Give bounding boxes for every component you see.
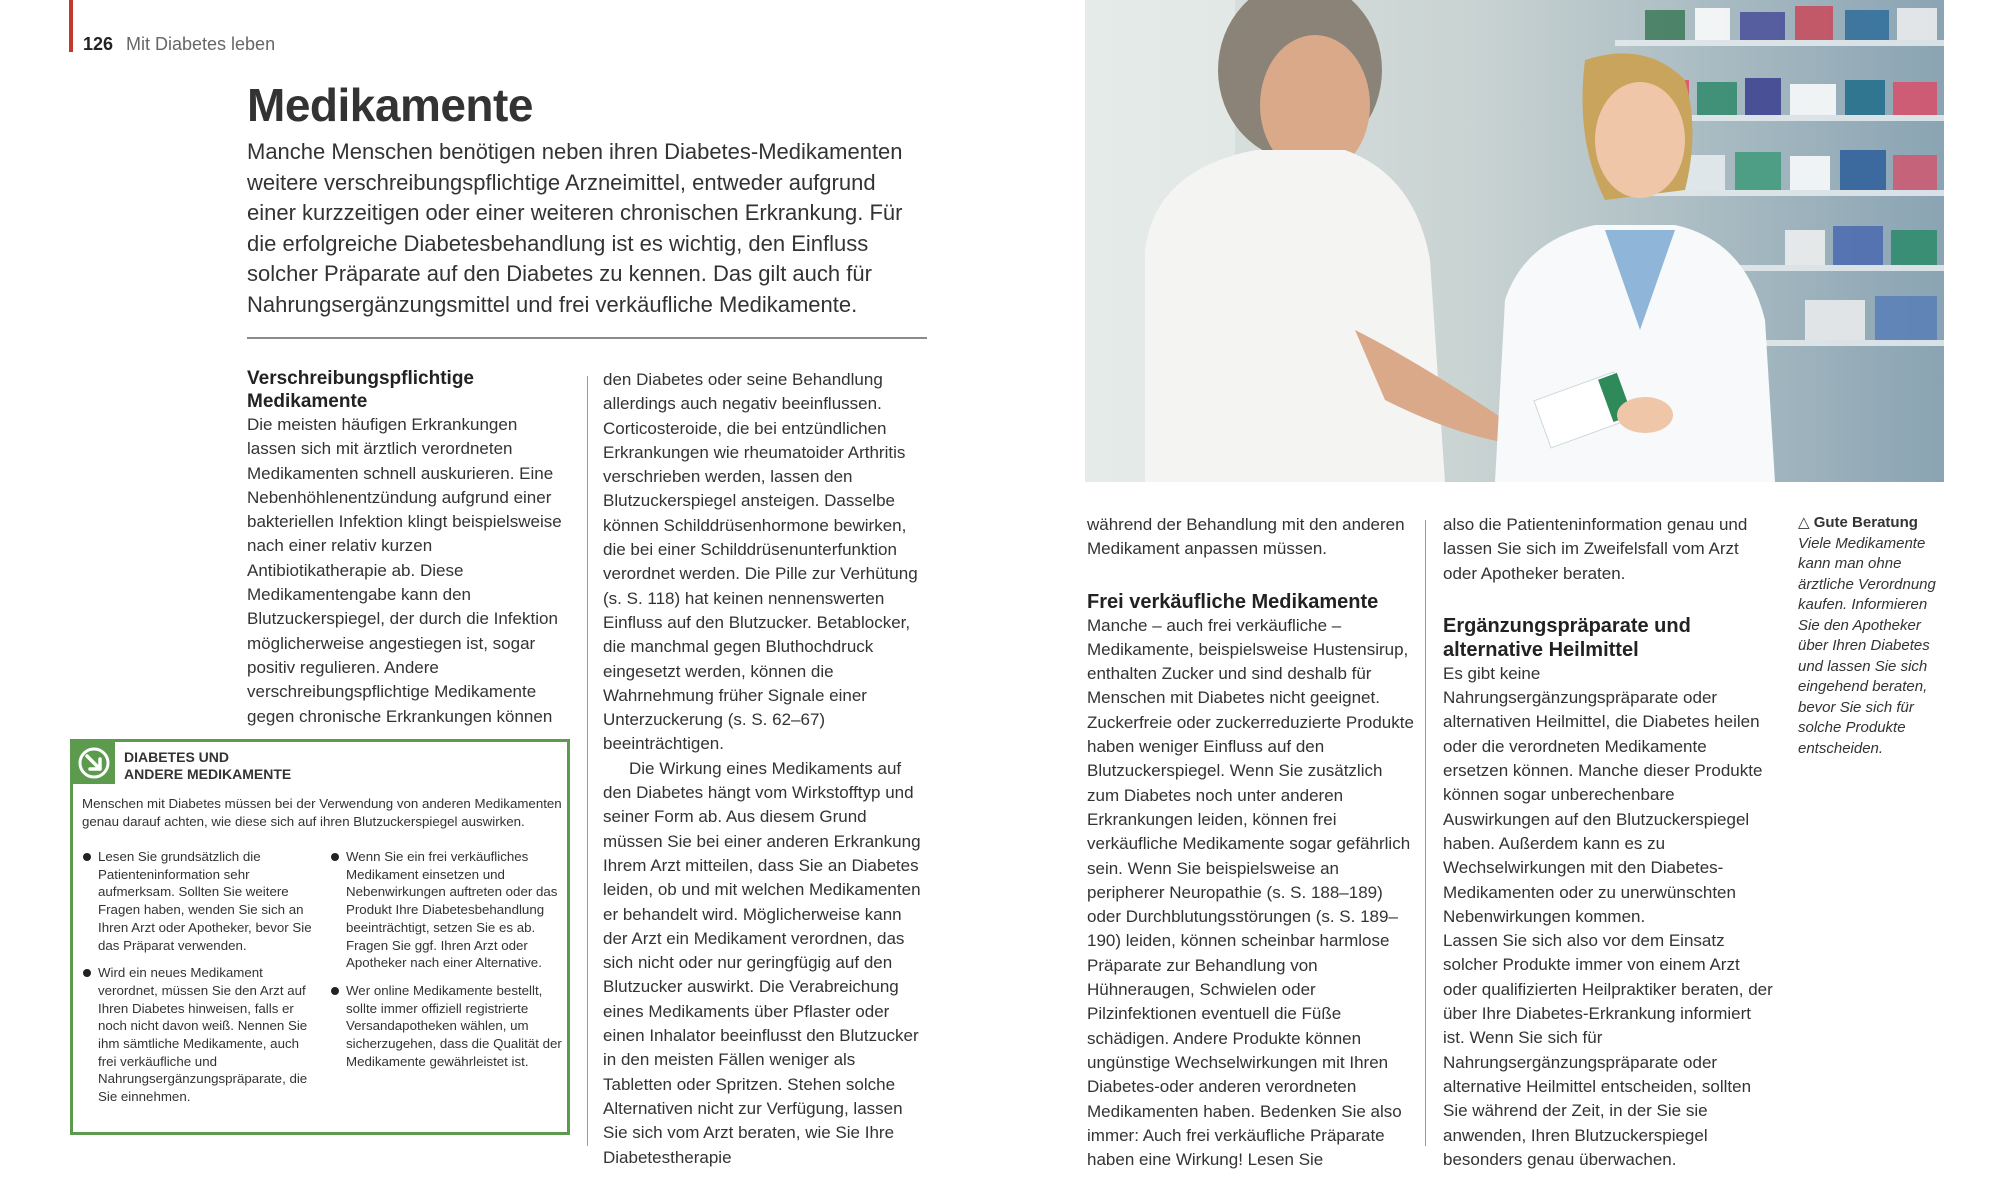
info-box-title-line-2: ANDERE MEDIKAMENTE xyxy=(124,766,292,782)
list-item: Wird ein neues Medikament verordnet, müssen Sie den Arzt auf Ihren Diabetes hinweisen, falls er noch nicht davon weiß. Nennen Sie ihm sämtliche Medikamente, auch frei verkäufliche und Nahrungsergänzungspräparate, die Sie einnehmen. xyxy=(82,964,314,1106)
divider-rule xyxy=(247,337,927,339)
check-arrow-icon xyxy=(73,742,115,784)
intro-paragraph: Manche Menschen benötigen neben ihren Diabetes-Medikamenten weitere verschreibungspflichtige Arzneimittel, entweder aufgrund einer kurzzeitigen oder einer weiteren chronischen Erkrankung. Für die erfolgreiche Diabetesbehandlung ist es wichtig, den Einfluss solcher Präparate auf den Diabetes zu kennen. Das gilt auch für Nahrungsergänzungsmittel und frei verkäufliche Medikamente. xyxy=(247,139,903,317)
section-title: Mit Diabetes leben xyxy=(126,34,276,54)
column-4-paragraph-1: also die Patienteninformation genau und lassen Sie sich im Zweifelsfall vom Arzt oder Apotheker beraten. xyxy=(1443,515,1748,583)
column-divider xyxy=(587,376,588,1146)
page-marker-bar xyxy=(69,0,73,52)
heading-supplements: Ergänzungspräparate und alternative Heilmittel xyxy=(1443,614,1691,661)
info-box-list-right xyxy=(330,848,564,1080)
list-item: Wenn Sie ein frei verkäufliches Medikament einsetzen und Nebenwirkungen auftreten oder das Produkt Ihre Diabetesbehandlung beeinträchtigt, setzen Sie es ab. Fragen Sie ggf. Ihren Arzt oder Apotheker nach einer Alternative. xyxy=(330,848,564,972)
column-divider xyxy=(1425,520,1426,1146)
photo-caption xyxy=(1798,513,1946,759)
caption-title: Gute Beratung xyxy=(1813,514,1918,531)
column-1-text: Die meisten häufigen Erkrankungen lassen sich mit ärztlich verordneten Medikamenten schnell auskurieren. Eine Nebenhöhlenentzündung aufgrund einer bakteriellen Infektion klingt beispielsweise nach einer relativ kurzen Antibiotikatherapie ab. Diese Medikamentengabe kann den Blutzuckerspiegel, der durch die Infektion möglicherweise angestiegen ist, sogar positiv regulieren. Andere verschreibungspflichtige Medikamente gegen chronische Erkrankungen können xyxy=(247,415,562,726)
heading-otc-drugs: Frei verkäufliche Medikamente xyxy=(1087,590,1379,613)
pharmacy-photo xyxy=(1085,0,1944,482)
column-4-paragraph-2: Es gibt keine Nahrungsergänzungspräparate oder alternativen Heilmittel, die Diabetes heilen oder die verordneten Medikamente ersetzen können. Manche dieser Produkte können sogar unberechenbare Auswirkungen auf den Blutzuckerspiegel haben. Außerdem kann es zu Wechselwirkungen mit den Diabetes-Medikamenten oder zu unerwünschten Nebenwirkungen kommen. xyxy=(1443,663,1763,926)
page-title: Medikamente xyxy=(247,79,533,131)
info-box-intro: Menschen mit Diabetes müssen bei der Verwendung von anderen Medikamenten genau darauf achten, wie diese sich auf ihren Blutzuckerspiegel auswirken. xyxy=(82,796,562,829)
column-3 xyxy=(1087,513,1417,1172)
heading-prescription-drugs: Verschreibungspflichtige Medikamente xyxy=(247,368,474,412)
column-3-paragraph-1: während der Behandlung mit den anderen Medikament anpassen müssen. xyxy=(1087,515,1405,559)
column-1 xyxy=(247,367,567,729)
list-item: Lesen Sie grundsätzlich die Patienteninformation sehr aufmerksam. Sollten Sie weitere Fragen haben, wenden Sie sich an Ihren Arzt oder Apotheker, bevor Sie das Präparat verwenden. xyxy=(82,848,314,954)
info-box-title-line-1: DIABETES UND xyxy=(124,749,230,765)
caption-text: Viele Medikamente kann man ohne ärztliche Verordnung kaufen. Informieren Sie den Apotheker über Ihren Diabetes und lassen Sie sich eingehend beraten, bevor Sie sich für solche Produkte entscheiden. xyxy=(1798,534,1936,757)
column-2 xyxy=(603,368,927,1170)
column-4 xyxy=(1443,513,1773,1172)
column-2-paragraph-2: Die Wirkung eines Medikaments auf den Diabetes hängt vom Wirkstofftyp und seiner Form ab. Aus diesem Grund müssen Sie bei einer anderen Erkrankung Ihrem Arzt mitteilen, dass Sie an Diabetes leiden, ob und mit welchen Medikamenten er behandelt wird. Möglicherweise kann der Arzt ein Medikament verordnen, das sich nicht oder nur geringfügig auf den Blutzucker auswirkt. Die Verabreichung eines Medikaments über Pflaster oder einen Inhalator beeinflusst den Blutzucker in den meisten Fällen weniger als Tabletten oder Spritzen. Stehen solche Alternativen nicht zur Verfügung, lassen Sie sich vom Arzt beraten, wie Sie Ihre Diabetestherapie xyxy=(603,758,921,1167)
column-3-paragraph-2: Manche – auch frei verkäufliche – Medikamente, beispielsweise Hustensirup, enthalten Zucker und sind deshalb für Menschen mit Diabetes nicht geeignet. Zuckerfreie oder zuckerreduzierte Produkte haben weniger Einfluss auf den Blutzuckerspiegel. Wenn Sie zusätzlich zum Diabetes noch unter anderen Erkrankungen leiden, können frei verkäufliche Medikamente sogar gefährlich sein. Wenn Sie beispielsweise an peripherer Neuropathie (s. S. 188–189) oder Durchblutungsstörungen (s. S. 189–190) leiden, können scheinbar harmlose Präparate zur Behandlung von Hühneraugen, Schwielen oder Pilzinfektionen eventuell die Füße schädigen. Andere Produkte können ungünstige Wechselwirkungen mit Ihren Diabetes-oder anderen verordneten Medikamenten haben. Bedenken Sie also immer: Auch frei verkäufliche Präparate haben eine Wirkung! Lesen Sie xyxy=(1087,615,1414,1170)
column-4-paragraph-3: Lassen Sie sich also vor dem Einsatz solcher Produkte immer von einem Arzt oder qualifizierten Heilpraktiker beraten, der über Ihre Diabetes-Erkrankung informiert ist. Wenn Sie sich für Nahrungsergänzungspräparate oder alternative Heilmittel entscheiden, sollten Sie während der Zeit, in der Sie sie anwenden, Ihren Blutzuckerspiegel besonders genau überwachen. xyxy=(1443,931,1773,1169)
caption-marker: △ xyxy=(1798,514,1810,531)
list-item: Wer online Medikamente bestellt, sollte immer offiziell registrierte Versandapotheken wählen, um sicherzugehen, dass die Qualität der Medikamente gewährleistet ist. xyxy=(330,982,564,1071)
info-box-title xyxy=(124,749,291,783)
info-box xyxy=(70,739,570,1135)
info-box-list-left xyxy=(82,848,314,1116)
page-number: 126 xyxy=(83,34,114,54)
column-2-paragraph-1: den Diabetes oder seine Behandlung allerdings auch negativ beeinflussen. Corticosteroide, die bei entzündlichen Erkrankungen wie rheumatoider Arthritis verschrieben werden, lassen den Blutzuckerspiegel ansteigen. Dasselbe können Schilddrüsenhormone bewirken, die bei einer Schilddrüsenunterfunktion verordnet werden. Die Pille zur Verhütung (s. S. 118) hat keinen nennenswerten Einfluss auf den Blutzucker. Betablocker, die manchmal gegen Bluthochdruck eingesetzt werden, können die Wahrnehmung früher Signale einer Unterzuckerung (s. S. 62–67) beeinträchtigen. xyxy=(603,370,918,754)
